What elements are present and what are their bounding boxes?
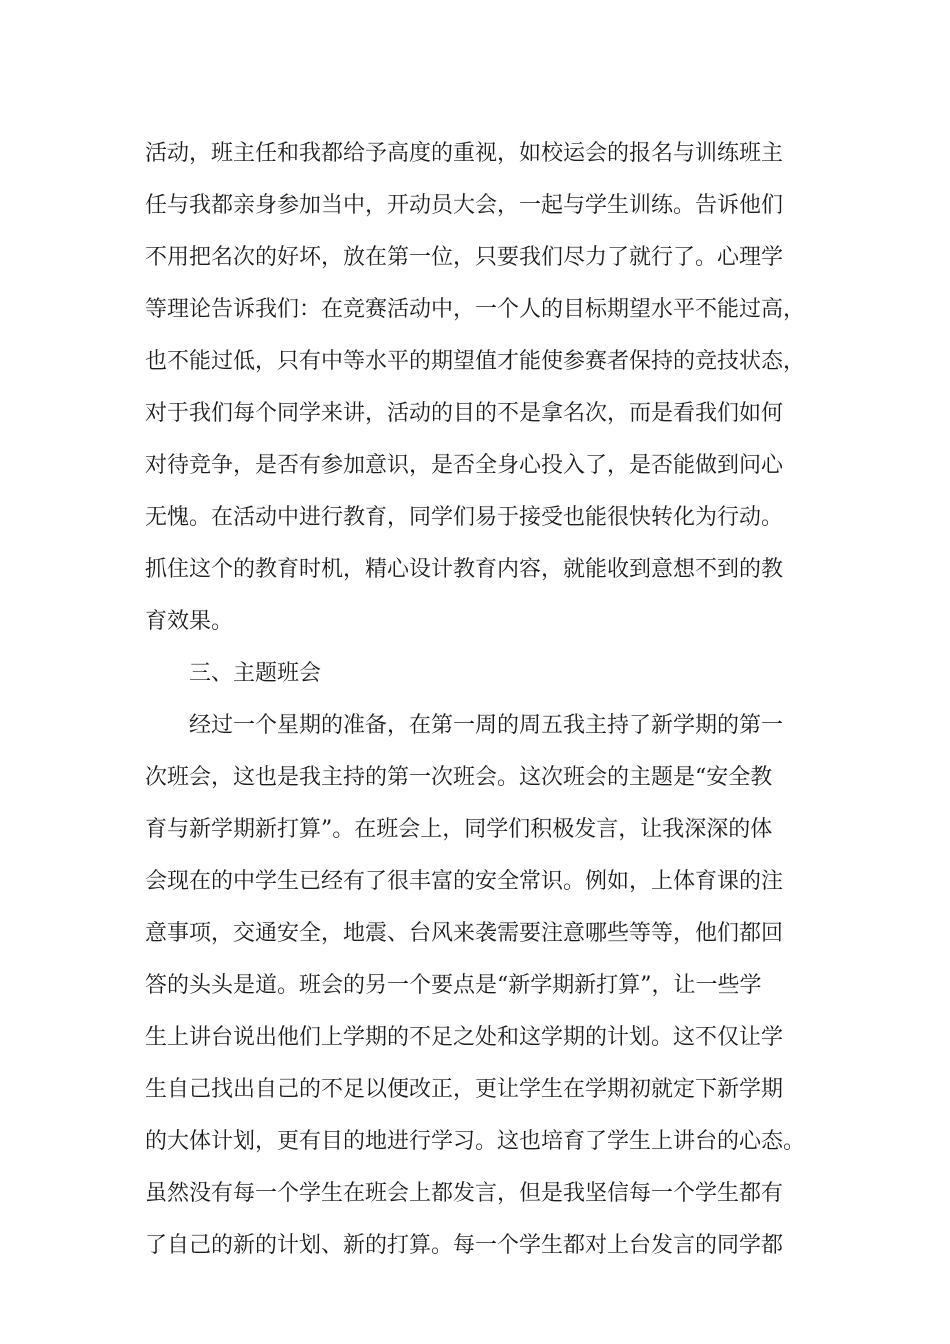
- paragraph-line: 答的头头是道。班会的另一个要点是“新学期新打算”，让一些学: [145, 973, 762, 998]
- paragraph-line: 对于我们每个同学来讲，活动的目的不是拿名次，而是看我们如何: [145, 401, 784, 426]
- paragraph-line: 会现在的中学生已经有了很丰富的安全常识。例如，上体育课的注: [145, 869, 784, 894]
- paragraph-line: 抓住这个的教育时机，精心设计教育内容，就能收到意想不到的教: [145, 557, 784, 582]
- paragraph-line: 了自己的新的计划、新的打算。每一个学生都对上台发言的同学都: [145, 1233, 784, 1258]
- section-heading: 三、主题班会: [189, 661, 322, 686]
- paragraph-line: 生上讲台说出他们上学期的不足之处和这学期的计划。这不仅让学: [145, 1025, 784, 1050]
- paragraph-line: 等理论告诉我们：在竞赛活动中，一个人的目标期望水平不能过高，: [145, 297, 806, 322]
- paragraph-line: 无愧。在活动中进行教育，同学们易于接受也能很快转化为行动。: [145, 505, 784, 530]
- paragraph-line: 意事项，交通安全，地震、台风来袭需要注意哪些等等，他们都回: [145, 921, 784, 946]
- paragraph-line: 也不能过低，只有中等水平的期望值才能使参赛者保持的竞技状态，: [145, 349, 806, 374]
- paragraph-line: 育效果。: [145, 609, 234, 634]
- paragraph-line: 经过一个星期的准备，在第一周的周五我主持了新学期的第一: [189, 713, 784, 738]
- paragraph-line: 对待竞争，是否有参加意识，是否全身心投入了，是否能做到问心: [145, 453, 784, 478]
- paragraph-line: 活动，班主任和我都给予高度的重视，如校运会的报名与训练班主: [145, 141, 784, 166]
- paragraph-line: 生自己找出自己的不足以便改正，更让学生在学期初就定下新学期: [145, 1077, 784, 1102]
- paragraph-line: 不用把名次的好坏，放在第一位，只要我们尽力了就行了。心理学: [145, 245, 784, 270]
- paragraph-class-meeting: [145, 700, 835, 1272]
- paragraph-line: 虽然没有每一个学生在班会上都发言，但是我坚信每一个学生都有: [145, 1181, 784, 1206]
- paragraph-line: 任与我都亲身参加当中，开动员大会，一起与学生训练。告诉他们: [145, 193, 784, 218]
- paragraph-activities: [145, 128, 835, 648]
- paragraph-line: 育与新学期新打算”。在班会上，同学们积极发言，让我深深的体: [145, 817, 773, 842]
- paragraph-line: 次班会，这也是我主持的第一次班会。这次班会的主题是“安全教: [145, 765, 773, 790]
- paragraph-line: 的大体计划，更有目的地进行学习。这也培育了学生上讲台的心态。: [145, 1129, 806, 1154]
- document-body: [145, 128, 835, 1272]
